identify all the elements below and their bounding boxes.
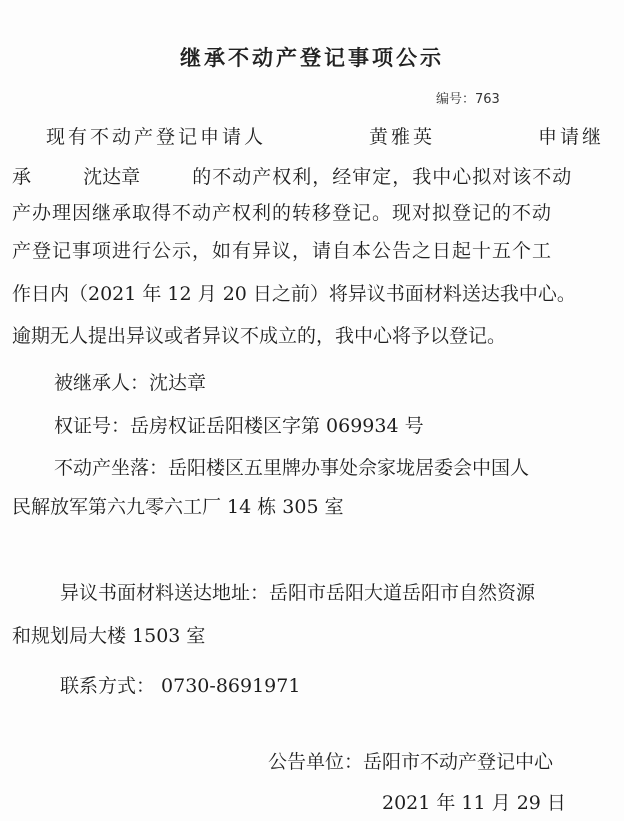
decedent-name: 沈达章 xyxy=(83,166,141,188)
property-location-field: 不动产坐落：岳阳楼区五里牌办事处佘家垅居委会中国人 xyxy=(54,457,530,479)
property-location-continued: 民解放军第六九零六工厂 14 栋 305 室 xyxy=(12,496,344,518)
applicant-name: 黄雅英 xyxy=(368,126,435,148)
decedent-field: 被继承人：沈达章 xyxy=(54,372,207,394)
objection-address-continued: 和规划局大楼 1503 室 xyxy=(12,625,206,647)
certificate-number-field: 权证号：岳房权证岳阳楼区字第 069934 号 xyxy=(54,415,424,437)
body-line-2-lead: 承 xyxy=(12,166,32,188)
document-number: 编号：763 xyxy=(436,92,500,107)
body-line-2-tail: 的不动产权利，经审定，我中心拟对该不动 xyxy=(192,166,573,188)
page-title: 继承不动产登记事项公示 xyxy=(180,46,444,70)
body-line-4: 产登记事项进行公示，如有异议，请自本公告之日起十五个工 xyxy=(12,240,553,262)
body-line-5: 作日内（2021 年 12 月 20 日之前）将异议书面材料送达我中心。 xyxy=(12,283,576,305)
body-line-1-tail: 申请继 xyxy=(537,126,604,148)
body-line-3: 产办理因继承取得不动产权利的转移登记。现对拟登记的不动 xyxy=(12,202,553,224)
contact-field: 联系方式： 0730-8691971 xyxy=(60,675,301,697)
issue-date: 2021 年 11 月 29 日 xyxy=(382,792,566,814)
body-line-1 xyxy=(46,122,604,149)
issuing-unit: 公告单位：岳阳市不动产登记中心 xyxy=(268,751,554,773)
objection-address-field: 异议书面材料送达地址：岳阳市岳阳大道岳阳市自然资源 xyxy=(60,582,536,604)
body-line-2 xyxy=(12,162,604,189)
body-line-1-lead: 现有不动产登记申请人 xyxy=(46,126,267,148)
body-line-6: 逾期无人提出异议或者异议不成立的，我中心将予以登记。 xyxy=(12,325,507,347)
